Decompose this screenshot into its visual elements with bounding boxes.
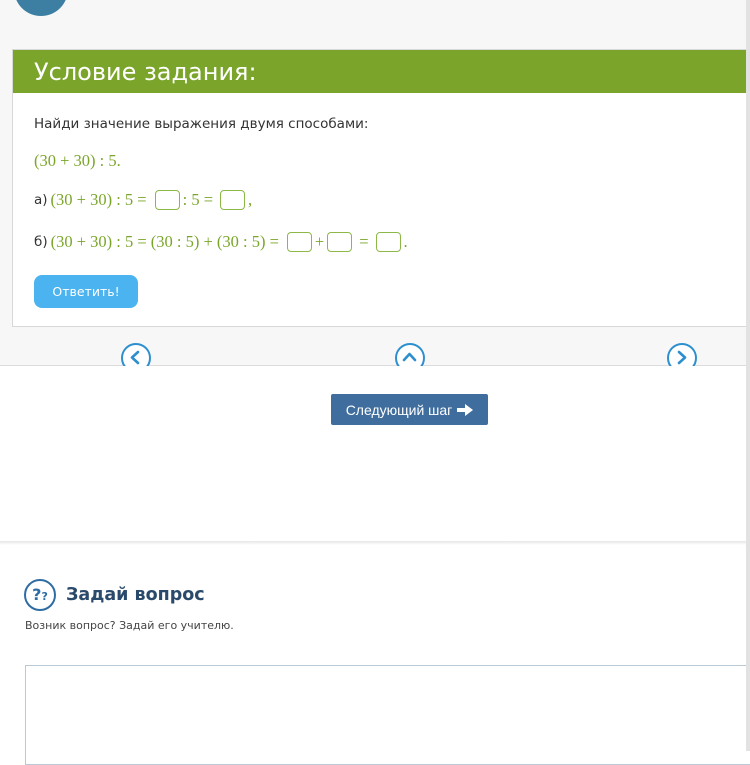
task-card	[12, 49, 750, 327]
section-divider	[0, 541, 750, 545]
part-b-prefix: б)	[34, 234, 48, 250]
part-b-line	[34, 232, 408, 252]
next-step-label: Следующий шаг	[345, 401, 453, 418]
answer-box-b1[interactable]	[287, 232, 312, 252]
answer-box-a2[interactable]	[220, 190, 245, 210]
question-textarea[interactable]	[25, 665, 750, 765]
part-a-text2: : 5 =	[182, 190, 213, 209]
answer-box-b3[interactable]	[376, 232, 401, 252]
task-header: Условие задания:	[13, 50, 750, 93]
part-b-text4: .	[403, 232, 408, 251]
part-b-text1: (30 + 30) : 5 = (30 : 5) + (30 : 5) =	[50, 232, 279, 251]
question-title: Задай вопрос	[66, 585, 205, 605]
part-b-text3: =	[359, 232, 369, 251]
expression: (30 + 30) : 5.	[34, 151, 121, 170]
task-panel	[0, 0, 750, 366]
avatar-circle	[14, 0, 68, 16]
expression-line	[34, 151, 121, 171]
next-step-button[interactable]	[331, 394, 488, 425]
scrollbar-edge	[746, 0, 750, 751]
part-a-text1: (30 + 30) : 5 =	[50, 190, 147, 209]
question-icon: ??	[24, 579, 56, 611]
part-a-text3: ,	[248, 190, 253, 209]
part-a-prefix: а)	[34, 192, 48, 208]
part-b-text2: +	[314, 232, 325, 251]
answer-box-b2[interactable]	[327, 232, 352, 252]
nav-cover	[0, 366, 750, 386]
question-subtitle: Возник вопрос? Задай его учителю.	[25, 619, 234, 632]
task-instruction: Найди значение выражения двумя способами:	[34, 116, 369, 132]
answer-box-a1[interactable]	[155, 190, 180, 210]
part-a-line	[34, 190, 252, 210]
answer-button[interactable]: Ответить!	[34, 275, 138, 308]
arrow-right-icon	[457, 404, 473, 416]
